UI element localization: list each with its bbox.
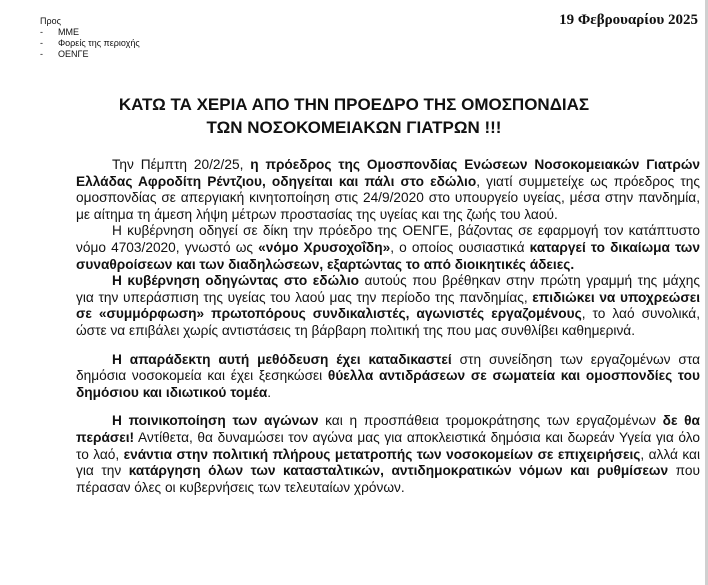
body-paragraph	[76, 352, 700, 402]
recipient-item: - ΟΕΝΓΕ	[40, 49, 89, 59]
text-segment: Την Πέμπτη 20/2/25,	[112, 157, 251, 172]
recipient-item: - ΜΜΕ	[40, 27, 79, 37]
document-body	[76, 157, 700, 496]
body-paragraph	[76, 413, 700, 496]
bold-text-segment: επιδιώκει να υποχρεώσει σε «συμμόρφωση» πρωτοπόρους συνδικαλιστές, αγωνιστές εργαζομένους	[76, 289, 700, 322]
text-segment: , το λαό συνολικά, ώστε να επιβάλει χωρίς αντιστάσεις τη βάρβαρη πολιτική της που μας συνθλίβει καθημερινά.	[76, 306, 700, 338]
text-segment: , αλλά και για την	[76, 446, 700, 479]
text-segment: και η προσπάθεια τρομοκράτησης των εργαζομένων	[318, 413, 663, 429]
title-line-1: ΚΑΤΩ ΤΑ ΧΕΡΙΑ ΑΠΟ ΤΗΝ ΠΡΟΕΔΡΟ ΤΗΣ ΟΜΟΣΠΟΝΔΙΑΣ	[118, 95, 590, 114]
document-date: 19 Φεβρουαρίου 2025	[559, 12, 698, 28]
title-line-2: ΤΩΝ ΝΟΣΟΚΟΜΕΙΑΚΩΝ ΓΙΑΤΡΩΝ !!!	[206, 118, 502, 137]
bold-text-segment: δε θα περάσει!	[76, 413, 700, 445]
recipient-item: - Φορείς της περιοχής	[40, 38, 140, 48]
text-segment: , ο οποίος ουσιαστικά	[390, 239, 530, 255]
body-paragraph	[76, 273, 700, 339]
bold-text-segment: καταργεί το δικαίωμα των συναθροίσεων και των διαδηλώσεων, εξαρτώντας το από διοικητικές άδειες.	[76, 239, 700, 272]
text-segment: στη συνείδηση των εργαζομένων στα δημόσια νοσοκομεία και έχει ξεσηκώσει	[76, 351, 700, 384]
recipient-name: ΟΕΝΓΕ	[58, 49, 89, 59]
body-paragraph	[76, 223, 700, 273]
text-segment: που πέρασαν όλες οι κυβερνήσεις των τελευταίων χρόνων.	[76, 463, 700, 495]
bold-text-segment: ενάντια στην πολιτική πλήρους μετατροπής των νοσοκομείων σε επιχειρήσεις	[123, 446, 641, 462]
recipient-list	[40, 27, 140, 60]
text-segment: .	[267, 384, 272, 400]
text-segment: αυτούς που βρέθηκαν στην πρώτη γραμμή της μάχης για την υπεράσπιση της υγείας του λαού μας την περίοδο της πανδημίας,	[76, 273, 700, 305]
recipient-name: Φορείς της περιοχής	[58, 38, 140, 48]
bold-text-segment: Η ποινικοποίηση των αγώνων	[112, 413, 319, 429]
recipient-name: ΜΜΕ	[58, 27, 79, 37]
bold-text-segment: θύελλα αντιδράσεων σε σωματεία και ομοσπονδίες του δημόσιου και ιδιωτικού τομέα	[76, 368, 700, 400]
recipients-block	[40, 16, 140, 60]
text-segment: Αντίθετα, θα δυναμώσει τον αγώνα μας για αποκλειστικά δημόσια και δωρεάν Υγεία για όλο το λαό,	[76, 429, 700, 462]
bold-text-segment: Η κυβέρνηση οδηγώντας στο εδώλιο	[112, 273, 359, 289]
document-title	[0, 93, 708, 139]
body-paragraph	[76, 157, 700, 223]
to-label: Προς	[40, 16, 61, 26]
bold-text-segment: η πρόεδρος της Ομοσπονδίας Ενώσεων Νοσοκομειακών Γιατρών Ελλάδας Αφροδίτη Ρέντζιου, οδηγείται και πάλι στο εδώλιο	[76, 157, 700, 189]
bold-text-segment: «νόμο Χρυσοχοΐδη»	[258, 239, 391, 255]
text-segment: Η κυβέρνηση οδηγεί σε δίκη την πρόεδρο της ΟΕΝΓΕ, βάζοντας σε εφαρμογή τον κατάπτυστο νόμο 4703/2020, γνωστό ως	[76, 223, 700, 255]
bold-text-segment: Η απαράδεκτη αυτή μεθόδευση έχει καταδικαστεί	[112, 351, 452, 367]
text-segment: , γιατί συμμετείχε ως πρόεδρος της ομοσπονδίας σε απεργιακή κινητοποίηση στις 24/9/2020 στο υπουργείο υγείας, μέσα στην πανδημία, με αίτημα τη άμεση λήψη μέτρων προστασίας της υγείας και της ζωής του λαού.	[76, 173, 700, 222]
bold-text-segment: κατάργηση όλων των κατασταλτικών, αντιδημοκρατικών νόμων και ρυθμίσεων	[128, 463, 669, 479]
